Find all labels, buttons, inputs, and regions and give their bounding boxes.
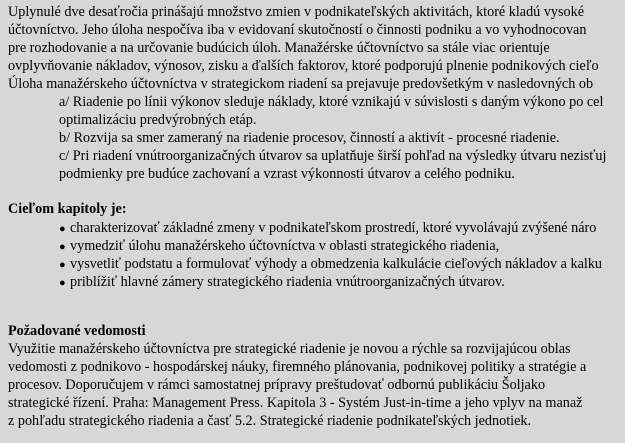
bullet-icon: ● xyxy=(59,241,66,253)
goal-text: vymedziť úlohu manažérskeho účtovníctva v oblasti strategického riadenia, xyxy=(70,238,500,254)
point-line: c/ Pri riadení vnútroorganizačných útvarov sa uplatňuje širší pohľad na výsledky útvaru nezisťuj xyxy=(59,148,607,164)
knowledge-line: procesov. Doporučujem v rámci samostatnej prípravy preštudovať odbornú publikáciu Šoljako xyxy=(8,377,546,393)
goal-text: charakterizovať základné zmeny v podnikateľskom prostredí, ktoré vyvolávajú zvýšené náro xyxy=(70,220,597,236)
goal-item xyxy=(59,255,602,274)
point-line: a/ Riadenie po línii výkonov sleduje náklady, ktoré vznikajú v súvislosti s daným výkono po cel xyxy=(59,94,604,110)
intro-line: Úloha manažérskeho účtovníctva v strategickom riadení sa prejavuje predovšetkým v nasledovných ob xyxy=(8,76,594,92)
goal-item xyxy=(59,219,596,238)
goal-item xyxy=(59,237,499,256)
bullet-icon: ● xyxy=(59,259,66,271)
knowledge-line: Využitie manažérskeho účtovníctva pre strategické riadenie je novou a rýchle sa rozvijajúcou oblas xyxy=(8,341,571,357)
knowledge-line: z pohľadu strategického riadenia a časť 5.2. Strategické riadenie podnikateľských jednotiek. xyxy=(8,413,532,429)
knowledge-line: vedomosti z podnikovo - hospodárskej náuky, firemného plánovania, podnikovej politiky a stratégie a xyxy=(8,359,587,375)
bullet-icon: ● xyxy=(59,223,66,235)
goals-heading: Cieľom kapitoly je: xyxy=(8,201,127,217)
bullet-icon: ● xyxy=(59,277,66,289)
knowledge-line: strategické řízení. Praha: Management Press. Kapitola 3 - Systém Just-in-time a jeho vplyv na manaž xyxy=(8,395,583,411)
intro-line: ovplyvňovanie nákladov, výnosov, zisku a ďalších faktorov, ktoré podporujú plnenie podnikových cieľo xyxy=(8,58,599,74)
goal-item xyxy=(59,273,505,292)
point-line: podmienky pre budúce zachovaní a vzrast výkonnosti útvarov a celého podniku. xyxy=(59,166,515,182)
intro-line: Uplynulé dve desaťročia prinášajú množstvo zmien v podnikateľských aktivitách, ktoré kladú vysoké xyxy=(8,4,585,20)
goal-text: priblížiť hlavné zámery strategického riadenia vnútroorganizačných útvarov. xyxy=(70,274,505,290)
point-line: optimalizáciu predvýrobných etáp. xyxy=(59,112,257,128)
intro-line: pre rozhodovanie a na určovanie budúcich úloh. Manažérske účtovníctvo sa stále viac orientuje xyxy=(8,40,550,56)
goal-text: vysvetliť podstatu a formulovať výhody a obmedzenia kalkulácie cieľových nákladov a kalku xyxy=(70,256,603,272)
intro-line: účtovníctvo. Jeho úloha nespočíva iba v evidovaní skutočností o činnosti podniku a vo vyhodnocovan xyxy=(8,22,587,38)
point-line: b/ Rozvija sa smer zameraný na riadenie procesov, činností a aktivít - procesné riadenie. xyxy=(59,130,560,146)
knowledge-heading: Požadované vedomosti xyxy=(8,323,146,339)
